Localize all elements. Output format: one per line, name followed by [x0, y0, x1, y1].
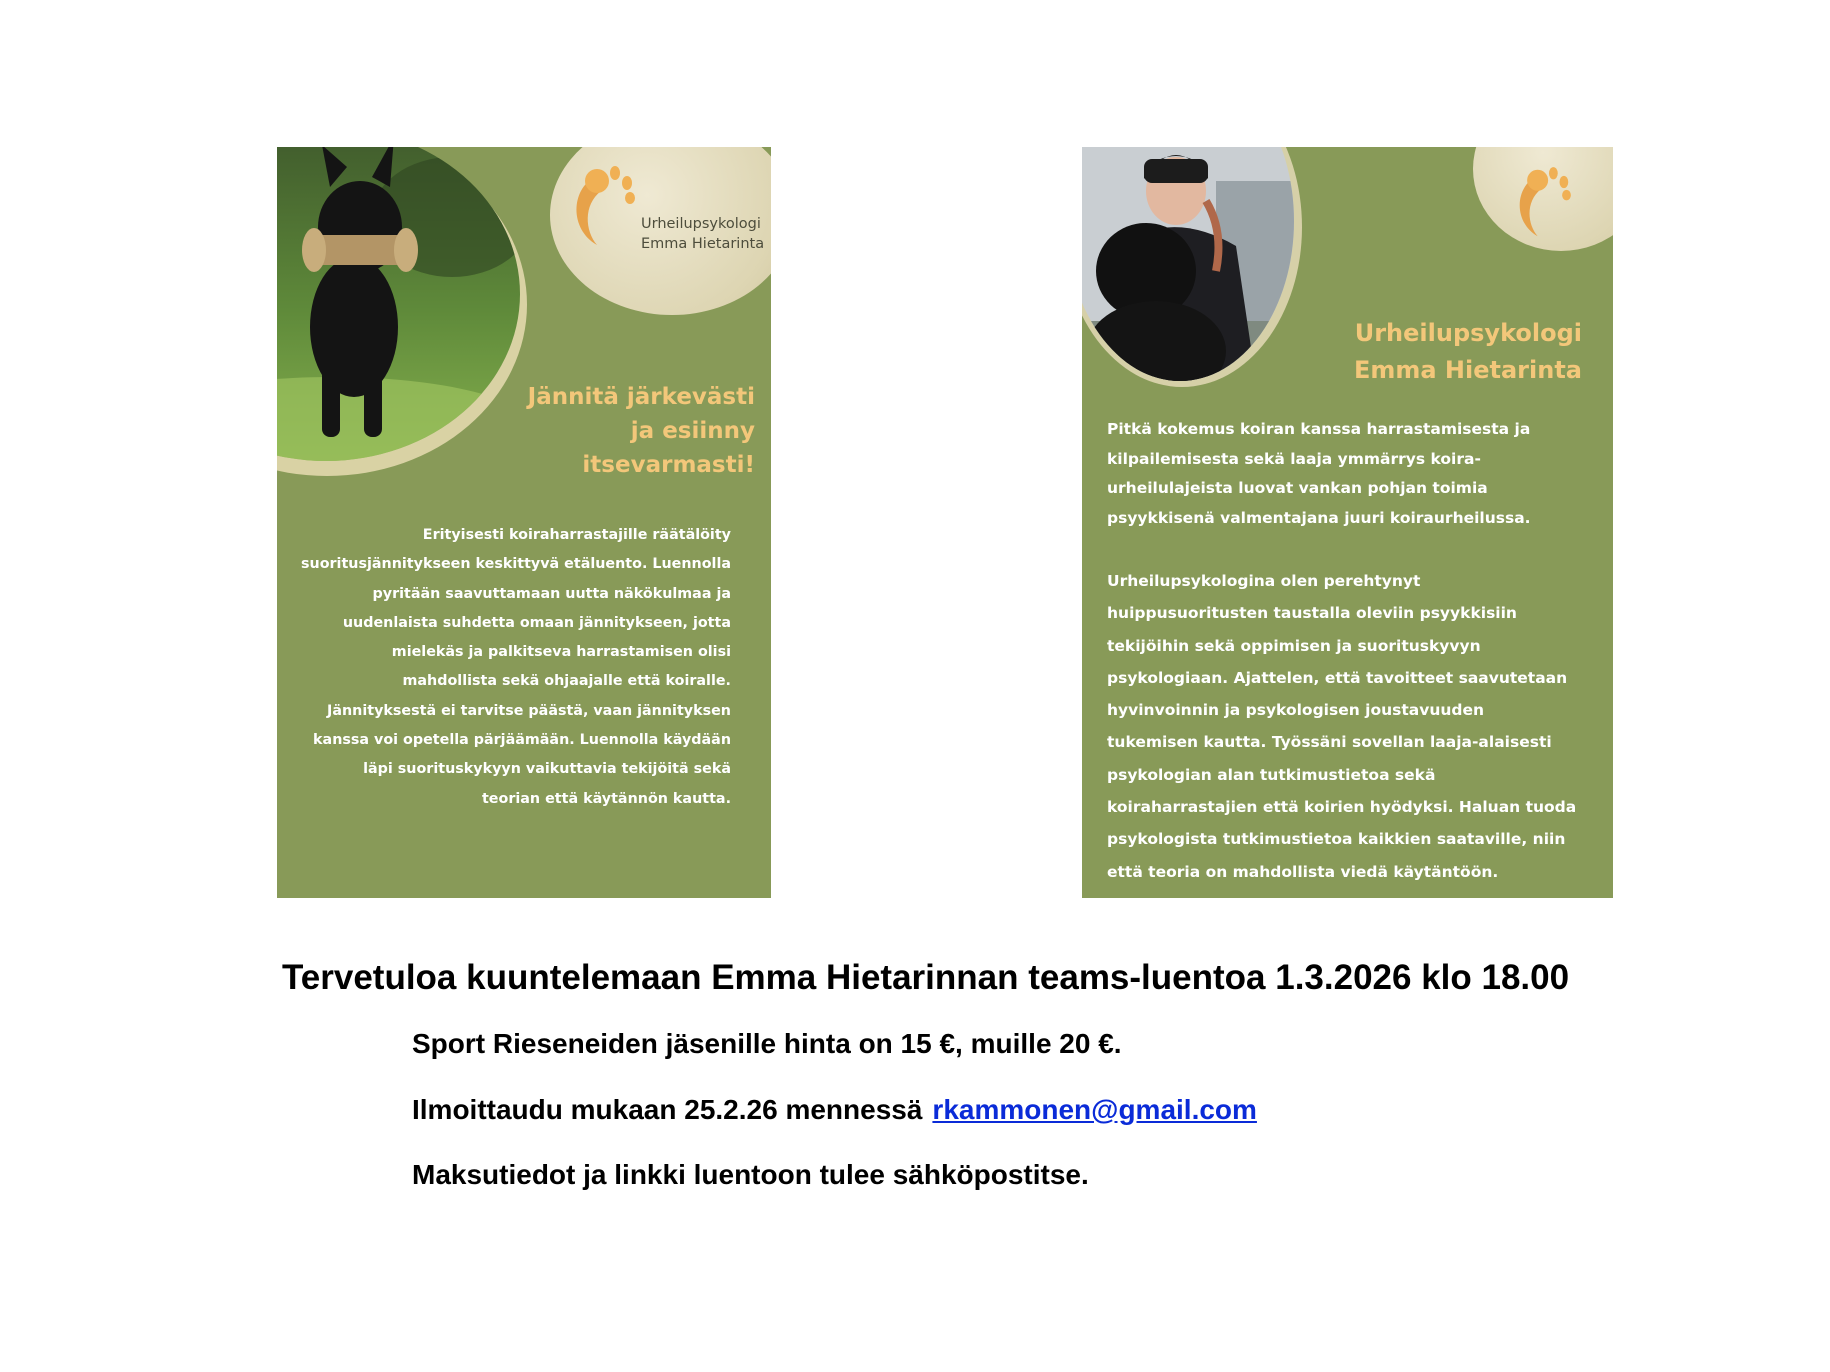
right-poster — [1082, 147, 1613, 898]
paw-logo-icon — [1507, 161, 1577, 245]
body-line: tekijöihin sekä oppimisen ja suorituskyvyn — [1107, 636, 1481, 655]
body-line: Pitkä kokemus koiran kanssa harrastamisesta ja — [1107, 420, 1531, 438]
logo-text — [641, 214, 764, 254]
signup-text: Ilmoittaudu mukaan 25.2.26 mennessä — [412, 1094, 923, 1125]
body-line: urheilulajeista luovat vankan pohjan toimia — [1107, 479, 1488, 497]
body-line: kanssa voi opetella pärjäämään. Luennolla käydään — [313, 732, 731, 749]
body-line: Urheilupsykologina olen perehtynyt — [1107, 572, 1421, 590]
headline-line: Jännitä järkevästi — [527, 384, 755, 410]
body-line: suoritusjännitykseen keskittyvä etäluento. Luennolla — [301, 556, 731, 573]
body-line: pyritään saavuttamaan uutta näkökulmaa ja — [372, 585, 731, 602]
body-line: psyykkisenä valmentajana juuri koiraurheilussa. — [1107, 508, 1531, 527]
body-line: läpi suorituskykyyn vaikuttavia tekijöitä sekä — [363, 761, 731, 778]
dog-with-toy-photo — [277, 147, 520, 461]
body-line: koiraharrastajien että koirien hyödyksi. Haluan tuoda — [1107, 798, 1577, 817]
right-headline — [1354, 315, 1582, 389]
right-body-text — [1107, 415, 1607, 888]
body-line: teorian että käytännön kautta. — [481, 790, 731, 807]
body-paragraph — [1107, 415, 1607, 533]
body-line: huippusuoritusten taustalla oleviin psyykkisiin — [1107, 604, 1517, 623]
left-poster — [277, 147, 771, 898]
logo-line: Emma Hietarinta — [641, 236, 765, 252]
body-line: mielekäs ja palkitseva harrastamisen olisi — [391, 644, 731, 661]
body-paragraph — [1107, 565, 1607, 888]
headline-line: Emma Hietarinta — [1353, 356, 1582, 384]
headline-line: ja esiinny — [630, 418, 755, 444]
body-line: tukemisen kautta. Työssäni sovellan laaja-alaisesti — [1107, 733, 1552, 752]
body-line: psykologista tutkimustietoa kaikkien saataville, niin — [1107, 830, 1566, 849]
body-line: psykologiaan. Ajattelen, että tavoitteet saavutetaan — [1107, 668, 1568, 687]
payment-info: Maksutiedot ja linkki luentoon tulee sähköpostitse. — [412, 1159, 1089, 1190]
body-line: psykologian alan tutkimustietoa sekä — [1107, 765, 1436, 784]
left-body-text — [291, 521, 731, 814]
logo-line: Urheilupsykologi — [641, 216, 761, 232]
headline-line: Urheilupsykologi — [1354, 319, 1582, 347]
signup-email-link[interactable]: rkammonen@gmail.com — [932, 1094, 1257, 1125]
body-line: että teoria on mahdollista viedä käytäntöön. — [1107, 862, 1499, 881]
left-headline — [528, 380, 755, 482]
body-line: mahdollista sekä ohjaajalle että koiralle. — [402, 673, 731, 690]
paw-logo-icon — [567, 159, 637, 255]
announcement-title: Tervetuloa kuuntelemaan Emma Hietarinnan teams-luentoa 1.3.2026 klo 18.00 — [282, 958, 1570, 997]
body-line: uudenlaista suhdetta omaan jännitykseen, jotta — [342, 614, 731, 631]
signup-info — [412, 1094, 1257, 1126]
body-line: Jännityksestä ei tarvitse päästä, vaan jännityksen — [327, 702, 731, 719]
headline-line: itsevarmasti! — [582, 452, 755, 478]
body-line: Erityisesti koiraharrastajille räätälöity — [422, 527, 731, 543]
price-info: Sport Rieseneiden jäsenille hinta on 15 €, muille 20 €. — [412, 1028, 1122, 1059]
body-line: kilpailemisesta sekä laaja ymmärrys koira- — [1107, 449, 1481, 468]
body-line: hyvinvoinnin ja psykologisen joustavuuden — [1107, 701, 1485, 720]
